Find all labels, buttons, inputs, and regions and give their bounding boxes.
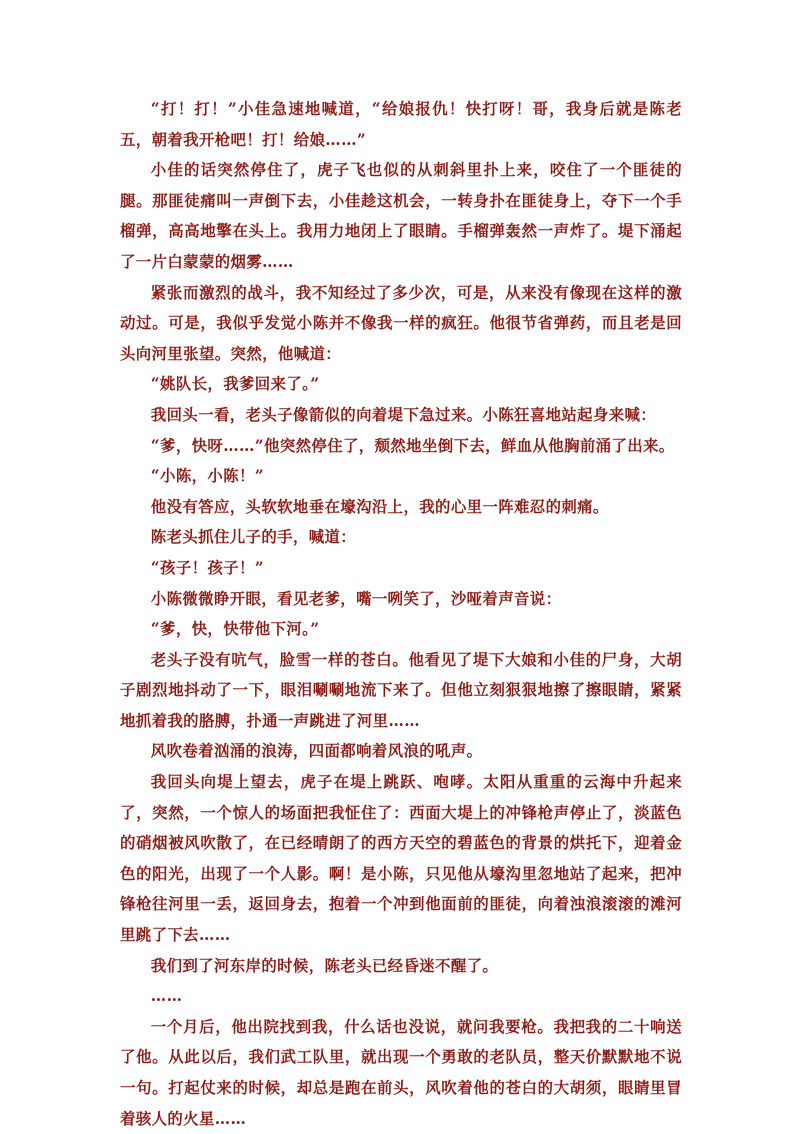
paragraph-14: 风吹卷着汹涌的浪涛，四面都响着风浪的吼声。 — [150, 742, 483, 761]
paragraph-6: “爹，快呀……”他突然停住了，颓然地坐倒下去，鲜血从他胸前涌了出来。 — [150, 436, 675, 455]
paragraph-9: 陈老头抓住儿子的手，喊道： — [150, 528, 357, 547]
paragraph-15: 我回头向堤上望去，虎子在堤上跳跃、咆哮。太阳从重重的云海中升起来了，突然，一个惊人的场面把我怔住了：西面大堤上的冲锋枪声停止了，淡蓝色的硝烟被风吹散了，在已经晴朗了的西方天空的碧蓝色的背景的烘托下，迎着金色的阳光，出现了一个人影。啊！是小陈，只见他从壕沟里忽地站了起来，把冲锋枪往河里一丢，返回身去，抱着一个冲到他面前的匪徒，向着浊浪滚滚的滩河里跳了下去…… — [120, 773, 682, 945]
paragraph-13: 老头子没有吭气，脸雪一样的苍白。他看见了堤下大娘和小佳的尸身，大胡子剧烈地抖动了一下，眼泪唰唰地流下来了。但他立刻狠狠地擦了擦眼睛，紧紧地抓着我的胳膊，扑通一声跳进了河里…… — [120, 650, 682, 730]
paragraph-16: 我们到了河东岸的时候，陈老头已经昏迷不醒了。 — [150, 956, 499, 975]
paragraph-8: 他没有答应，头软软地垂在壕沟沿上，我的心里一阵难忍的刺痛。 — [150, 497, 609, 516]
paragraph-11: 小陈微微睁开眼，看见老爹，嘴一咧笑了，沙哑着声音说： — [150, 589, 562, 608]
paragraph-3: 紧张而激烈的战斗，我不知经过了多少次，可是，从来没有像现在这样的激动过。可是，我似乎发觉小陈并不像我一样的疯狂。他很节省弹药，而且老是回头向河里张望。突然，他喊道： — [120, 283, 682, 363]
paragraph-7: “小陈，小陈！” — [150, 467, 265, 486]
paragraph-18: 一个月后，他出院找到我，什么话也没说，就问我要枪。我把我的二十响送了他。从此以后，我们武工队里，就出现一个勇敢的老队员，整天价默默地不说一句。打起仗来的时候，却总是跑在前头，风吹着他的苍白的大胡须，眼睛里冒着骇人的火星…… — [120, 1017, 682, 1128]
paragraph-4: “姚队长，我爹回来了。” — [150, 375, 320, 394]
paragraph-12: “爹，快，快带他下河。” — [150, 620, 320, 639]
paragraph-1: “打！打！”小佳急速地喊道，“给娘报仇！快打呀！哥，我身后就是陈老五，朝着我开枪吧！打！给娘……” — [120, 100, 682, 149]
paragraph-2: 小佳的话突然停住了，虎子飞也似的从刺斜里扑上来，咬住了一个匪徒的腿。那匪徒痛叫一声倒下去，小佳趁这机会，一转身扑在匪徒身上，夺下一个手榴弹，高高地擎在头上。我用力地闭上了眼睛。手榴弹轰然一声炸了。堤下涌起了一片白蒙蒙的烟雾…… — [120, 161, 682, 271]
paragraph-10: “孩子！孩子！” — [150, 558, 265, 577]
paragraph-5: 我回头一看，老头子像箭似的向着堤下急过来。小陈狂喜地站起身来喊： — [150, 405, 657, 424]
ellipsis-line: …… — [150, 987, 183, 1006]
